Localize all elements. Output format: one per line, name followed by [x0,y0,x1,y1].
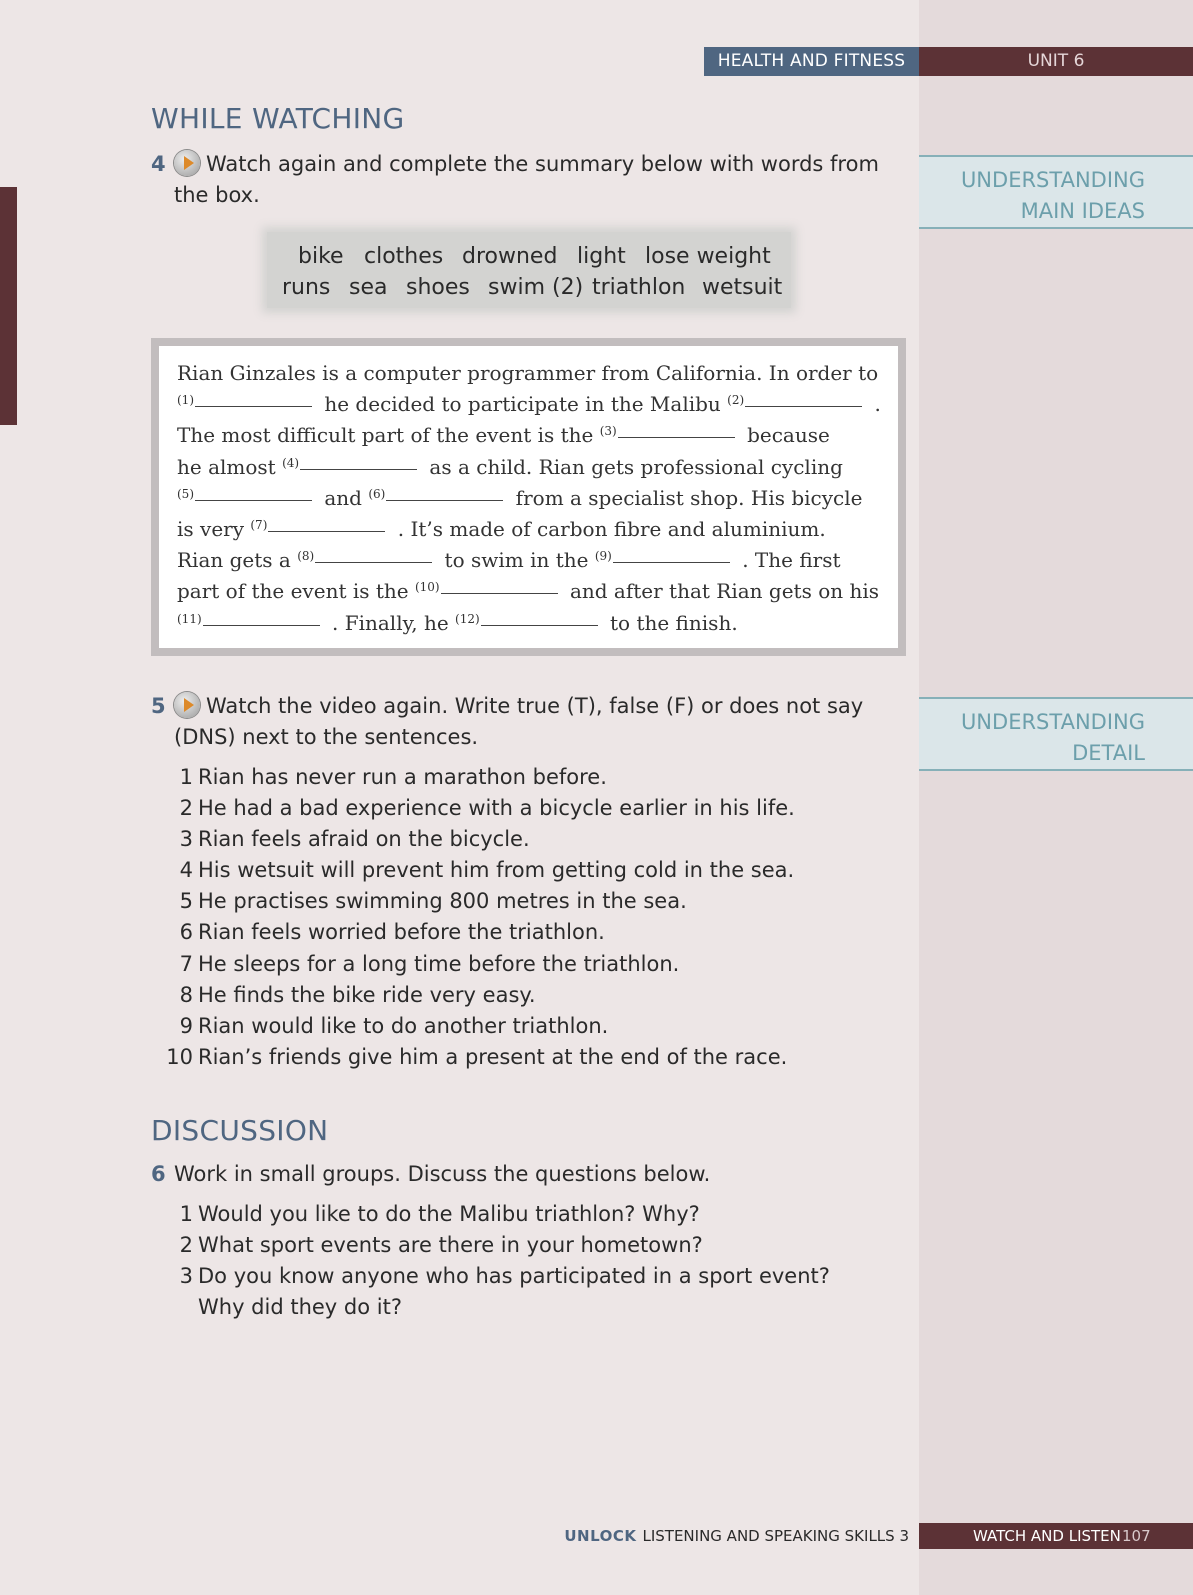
summary-text-segment: and after that Rian gets on his [563,579,880,604]
list-item-text: Rian has never run a marathon before. [198,765,607,789]
summary-text [177,358,887,639]
word-box [267,232,791,308]
exercise-6 [151,1159,891,1190]
summary-line [177,608,887,639]
while-watching-title: WHILE WATCHING [151,102,405,135]
summary-text-segment: Rian Ginzales is a computer programmer from California. In order to [177,361,879,385]
side-label-text: UNDERSTANDING MAIN IDEAS [960,168,1145,223]
exercise-number: 4 [151,152,166,176]
exercise-number: 6 [151,1162,166,1186]
list-item-text: He finds the bike ride very easy. [198,982,536,1007]
list-item-text: Do you know anyone who has participated in a sport event? [198,1264,830,1289]
gap-number: (10) [414,580,440,595]
answer-blank[interactable] [195,405,312,407]
summary-line [177,545,887,576]
discussion-title: DISCUSSION [151,1114,329,1147]
answer-blank[interactable] [203,624,320,626]
summary-line [177,389,887,420]
word-item: drowned [462,244,558,269]
list-item-number: 4 [179,858,193,883]
header-section: HEALTH AND FITNESS [704,47,919,76]
page-number: 107 [1122,1527,1151,1545]
list-item [163,1011,903,1042]
summary-box [151,338,906,656]
word-item: wetsuit [702,275,783,300]
answer-blank[interactable] [745,405,862,407]
summary-text-segment: and [318,485,369,510]
summary-line [177,514,887,545]
gap-number: (12) [455,611,480,626]
list-item-text: Rian feels afraid on the bicycle. [198,827,530,852]
exercise-instruction: Work in small groups. Discuss the questions below. [174,1162,711,1186]
list-item [163,1292,903,1323]
word-item: swim (2) [488,275,584,300]
footer-section-bar [919,1523,1193,1549]
gap-number: (3) [599,424,617,439]
list-item [163,1261,903,1292]
answer-blank[interactable] [300,468,417,470]
list-item [163,824,903,855]
exercise-number: 5 [151,694,166,718]
list-item [163,886,903,917]
list-item-number: 10 [166,1044,193,1069]
list-item-text: He sleeps for a long time before the triathlon. [198,951,680,976]
list-item-number: 2 [179,796,193,821]
summary-text-segment: . Finally, he [325,610,456,635]
list-item-number: 1 [179,1202,193,1226]
list-item-text: Rian would like to do another triathlon. [198,1013,609,1038]
word-item: lose weight [645,244,771,269]
list-item-number: 6 [179,920,193,945]
word-item: runs [282,275,331,300]
left-edge-tab [0,187,17,425]
answer-blank[interactable] [315,561,432,563]
list-item [163,949,903,980]
list-item-number: 8 [179,982,193,1007]
gap-number: (7) [250,517,268,532]
summary-text-segment: . The first [735,548,841,573]
gap-number: (9) [594,549,612,564]
summary-text-segment: to the finish. [603,610,738,635]
summary-line [177,452,887,483]
list-item-number: 1 [179,765,193,789]
play-video-icon[interactable] [174,150,200,176]
gap-number: (8) [297,549,315,564]
list-item-text: He had a bad experience with a bicycle earlier in his life. [198,796,795,821]
summary-text-segment: he almost [177,454,283,479]
summary-text-segment: . It’s made of carbon fibre and aluminium. [391,516,826,541]
exercise-4 [151,149,891,211]
exercise-5 [151,691,891,753]
word-row-1 [267,241,791,272]
list-item [163,1042,903,1073]
summary-line [177,576,887,607]
summary-line [177,420,887,451]
footer-section: WATCH AND LISTEN [973,1527,1121,1545]
summary-text-segment: Rian gets a [177,548,298,573]
answer-blank[interactable] [481,624,598,626]
list-item [163,762,903,793]
understanding-main-ideas-label [919,155,1193,229]
answer-blank[interactable] [613,561,730,563]
play-video-icon[interactable] [174,692,200,718]
list-item-text: His wetsuit will prevent him from getting cold in the sea. [198,858,795,883]
exercise-5-list [163,762,903,1073]
list-item-number: 7 [179,951,193,976]
summary-line [177,483,887,514]
answer-blank[interactable] [386,499,503,501]
summary-text-segment: as a child. Rian gets professional cycling [423,454,843,479]
summary-text-segment: . [868,392,881,417]
word-row-2 [267,272,791,303]
gap-number: (1) [177,393,194,408]
gap-number: (4) [282,455,300,470]
word-item: bike [298,244,344,269]
list-item-text: What sport events are there in your hometown? [198,1233,703,1258]
summary-line [177,358,887,389]
list-item-text: Would you like to do the Malibu triathlon? Why? [198,1202,700,1226]
unlock-logo: UNLOCK [564,1527,637,1545]
list-item [163,980,903,1011]
summary-text-segment: from a specialist shop. His bicycle [509,485,863,510]
list-item-number: 2 [179,1233,193,1258]
summary-text-segment: part of the event is the [177,579,415,604]
answer-blank[interactable] [268,530,385,532]
gap-number: (6) [368,486,386,501]
side-label-text: UNDERSTANDING DETAIL [960,710,1145,765]
understanding-detail-label [919,697,1193,771]
exercise-instruction: Watch the video again. Write true (T), false (F) or does not say (DNS) next to the sentences. [174,694,864,749]
word-item: shoes [406,275,470,300]
list-item [163,1230,903,1261]
list-item-number: 5 [179,889,193,914]
summary-text-segment: The most difficult part of the event is the [177,423,600,448]
answer-blank[interactable] [195,499,312,501]
exercise-6-list [163,1199,903,1323]
exercise-instruction: Watch again and complete the summary below with words from the box. [174,152,879,207]
gap-number: (11) [177,611,202,626]
list-item-number: 3 [179,1264,193,1289]
list-item [163,793,903,824]
header-unit: UNIT 6 [919,47,1193,76]
summary-text-segment: to swim in the [438,548,595,573]
list-item [163,917,903,948]
list-item-text: Rian’s friends give him a present at the end of the race. [198,1044,788,1069]
gap-number: (2) [727,393,745,408]
answer-blank[interactable] [618,436,735,438]
summary-text-segment: is very [177,516,251,541]
list-item-number: 9 [179,1013,193,1038]
list-item [163,1199,903,1230]
list-item-text: Why did they do it? [198,1295,402,1320]
answer-blank[interactable] [441,592,558,594]
summary-text-segment: because [740,423,830,448]
margin-column [919,0,1193,1595]
word-item: light [577,244,626,269]
word-item: sea [349,275,388,300]
footer-book-title: LISTENING AND SPEAKING SKILLS 3 [642,1527,909,1545]
list-item-text: Rian feels worried before the triathlon. [198,920,605,945]
word-item: clothes [364,244,444,269]
summary-text-segment: he decided to participate in the Malibu [318,392,728,417]
list-item-number: 3 [179,827,193,852]
word-item: triathlon [592,275,686,300]
list-item-text: He practises swimming 800 metres in the sea. [198,889,687,914]
gap-number: (5) [177,486,194,501]
list-item [163,855,903,886]
footer-book [560,1523,909,1549]
